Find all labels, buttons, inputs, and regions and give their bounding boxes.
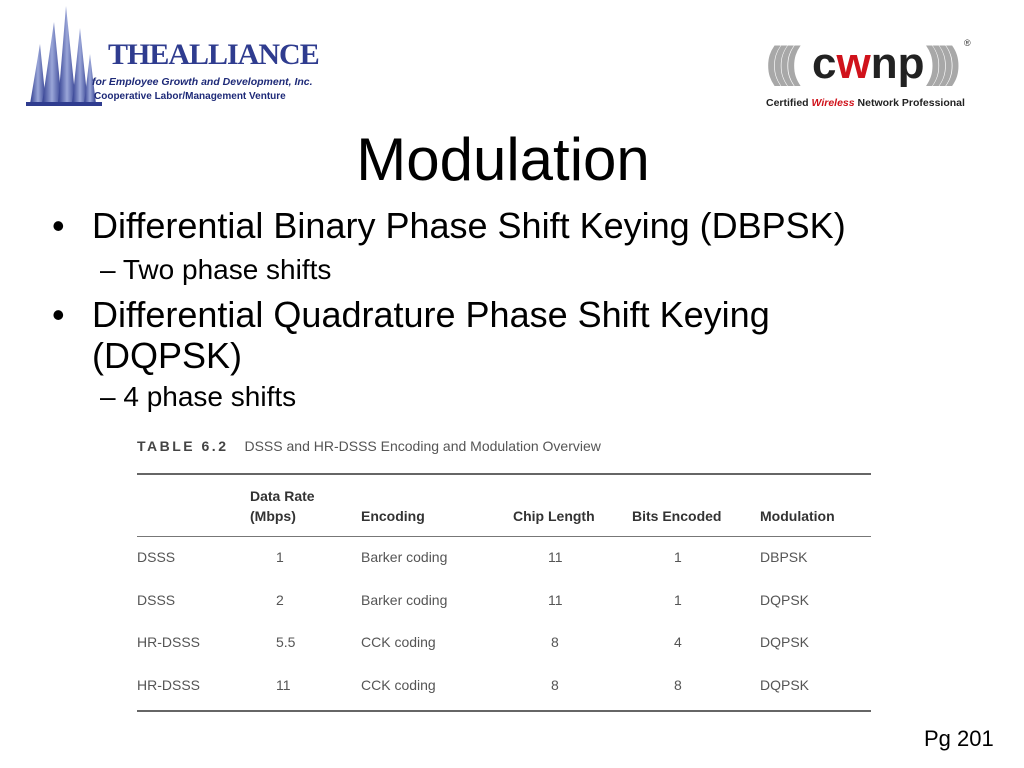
cwnp-tag-red: Wireless: [811, 97, 855, 109]
header-modulation: Modulation: [760, 508, 835, 524]
page-number: Pg 201: [924, 726, 994, 751]
cell-chip-length: 11: [548, 549, 563, 565]
cell-modulation: DBPSK: [760, 549, 808, 565]
cell-bits-encoded: 4: [674, 634, 682, 650]
table-top-rule: [137, 473, 871, 475]
cell-data-rate: 11: [276, 677, 291, 693]
cwnp-letters-np: np: [870, 39, 925, 88]
alliance-logo: [22, 4, 319, 108]
waves-left-icon: ((((: [766, 38, 793, 87]
cell-modulation: DQPSK: [760, 634, 810, 650]
table-number: TABLE 6.2: [137, 438, 229, 454]
table-caption: [137, 438, 601, 456]
cell-chip-length: 11: [548, 592, 563, 608]
sub-bullet-marker: –: [100, 381, 116, 412]
cell-encoding: Barker coding: [361, 549, 448, 565]
cell-type: HR-DSSS: [137, 634, 201, 650]
cwnp-wordmark: [812, 36, 924, 92]
header-data-rate-line1: Data Rate: [250, 488, 315, 504]
encoding-table: [137, 432, 871, 717]
header-encoding: Encoding: [361, 508, 425, 524]
sub-bullet-item: [100, 381, 296, 413]
bullet-marker: •: [52, 205, 65, 246]
cell-modulation: DQPSK: [760, 677, 810, 693]
cwnp-letter-w: w: [836, 39, 871, 88]
table-bottom-rule: [137, 710, 871, 712]
cell-data-rate: 1: [276, 549, 284, 565]
cell-bits-encoded: 1: [674, 592, 682, 608]
cell-data-rate: 5.5: [276, 634, 296, 650]
bullet-text: Differential Quadrature Phase Shift Keying (DQPSK): [92, 294, 770, 376]
cell-bits-encoded: 1: [674, 549, 682, 565]
registered-mark: ®: [964, 38, 971, 48]
cell-type: DSSS: [137, 549, 176, 565]
cell-bits-encoded: 8: [674, 677, 682, 693]
alliance-tagline: Cooperative Labor/Management Venture: [94, 91, 286, 102]
sub-bullet-item: [100, 254, 331, 286]
table-title: DSSS and HR-DSSS Encoding and Modulation Overview: [244, 438, 601, 454]
header-bits-encoded: Bits Encoded: [632, 508, 722, 524]
bullet-item: [52, 294, 882, 376]
cell-encoding: CCK coding: [361, 677, 436, 693]
header-chip-length: Chip Length: [513, 508, 595, 524]
cell-modulation: DQPSK: [760, 592, 810, 608]
cwnp-letter-c: c: [812, 39, 837, 88]
bullet-text: Differential Binary Phase Shift Keying (DBPSK): [92, 205, 846, 246]
slide-title: Modulation: [356, 126, 650, 193]
cell-type: HR-DSSS: [137, 677, 201, 693]
sub-bullet-text: Two phase shifts: [122, 254, 332, 285]
alliance-name: THEALLIANCE: [108, 38, 319, 71]
alliance-subtitle: for Employee Growth and Development, Inc.: [92, 76, 313, 88]
cwnp-tag-before: Certified: [766, 97, 812, 109]
header-rule: [137, 536, 871, 537]
sub-bullet-marker: –: [100, 254, 116, 285]
cell-encoding: Barker coding: [361, 592, 448, 608]
sub-bullet-text: 4 phase shifts: [123, 381, 297, 412]
bullet-item: [52, 205, 952, 246]
cell-data-rate: 2: [276, 592, 284, 608]
bullet-marker: •: [52, 294, 65, 335]
cell-encoding: CCK coding: [361, 634, 436, 650]
cwnp-logo: [760, 36, 980, 116]
cwnp-tag-after: Network Professional: [854, 97, 965, 109]
waves-right-icon: )))): [926, 38, 953, 87]
cell-chip-length: 8: [551, 634, 559, 650]
cell-chip-length: 8: [551, 677, 559, 693]
cell-type: DSSS: [137, 592, 176, 608]
header-data-rate-line2: (Mbps): [250, 508, 296, 524]
cwnp-tagline: [766, 97, 965, 109]
